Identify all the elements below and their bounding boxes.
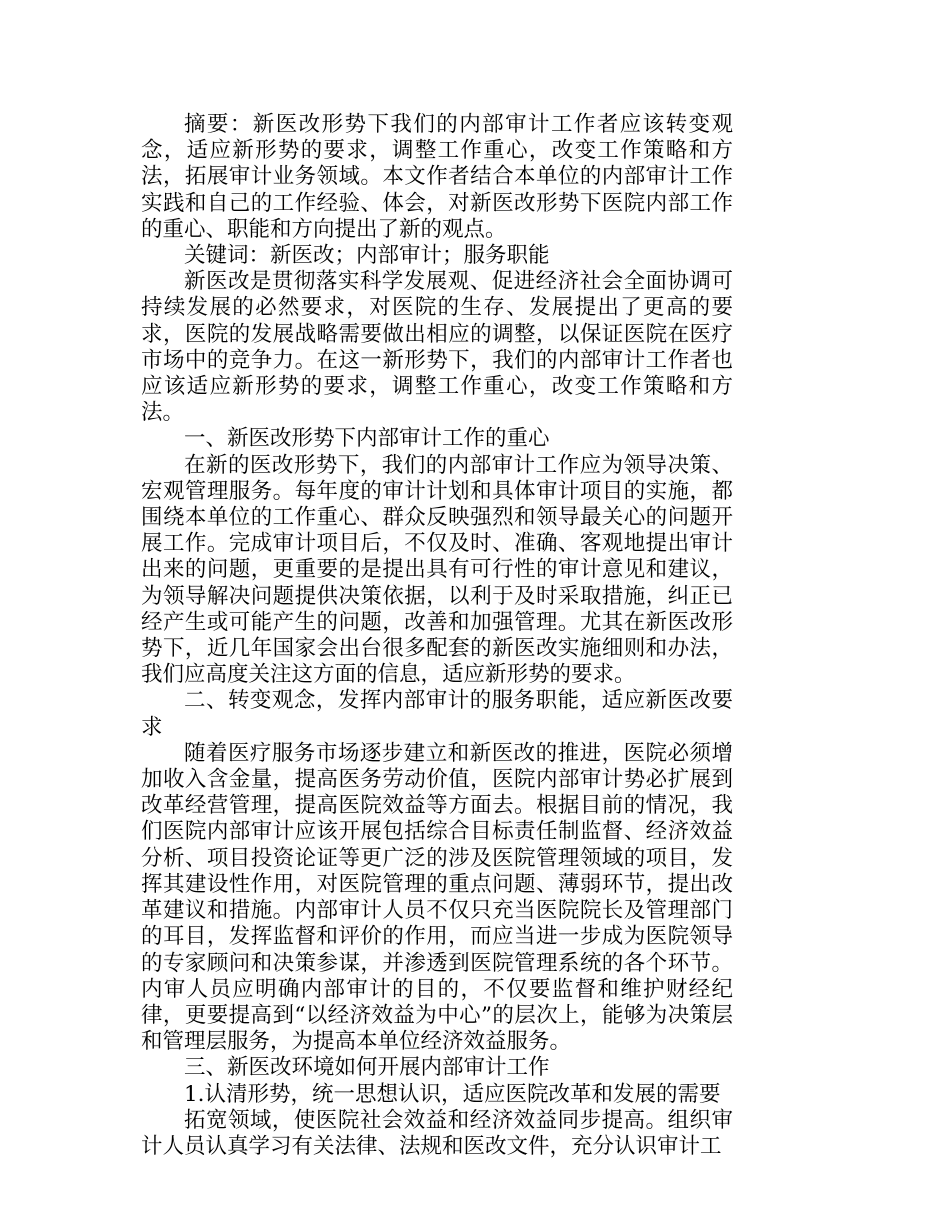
keywords-paragraph: 关键词：新医改；内部审计；服务职能 — [184, 243, 550, 269]
abstract-paragraph: 摘要：新医改形势下我们的内部审计工作者应该转变观念，适应新形势的要求，调整工作重心，改变工作策略和方法，拓展审计业务领域。本文作者结合本单位的内部审计工作实践和自己的工作经验、体会，对新医改形势下医院内部工作的重心、职能和方向提出了新的观点。 — [141, 112, 733, 242]
section-heading-2: 二、转变观念，发挥内部审计的服务职能，适应新医改要求 — [141, 688, 733, 740]
section-heading-3: 三、新医改环境如何开展内部审计工作 — [184, 1055, 550, 1081]
subsection-heading-1: 1.认清形势，统一思想认识，适应医院改革和发展的需要 — [184, 1081, 721, 1107]
section-1-paragraph: 在新的医改形势下，我们的内部审计工作应为领导决策、宏观管理服务。每年度的审计计划和具体审计项目的实施，都围绕本单位的工作重心、群众反映强烈和领导最关心的问题开展工作。完成审计项目后，不仅及时、准确、客观地提出审计出来的问题，更重要的是提出具有可行性的审计意见和建议，为领导解决问题提供决策依据，以利于及时采取措施，纠正已经产生或可能产生的问题，改善和加强管理。尤其在新医改形势下，近几年国家会出台很多配套的新医改实施细则和办法，我们应高度关注这方面的信息，适应新形势的要求。 — [141, 452, 733, 688]
intro-paragraph: 新医改是贯彻落实科学发展观、促进经济社会全面协调可持续发展的必然要求，对医院的生存、发展提出了更高的要求，医院的发展战略需要做出相应的调整，以保证医院在医疗市场中的竞争力。在这一新形势下，我们的内部审计工作者也应该适应新形势的要求，调整工作重心，改变工作策略和方法。 — [141, 269, 733, 426]
section-2-paragraph: 随着医疗服务市场逐步建立和新医改的推进，医院必须增加收入含金量，提高医务劳动价值，医院内部审计势必扩展到改革经营管理，提高医院效益等方面去。根据目前的情况，我们医院内部审计应该开展包括综合目标责任制监督、经济效益分析、项目投资论证等更广泛的涉及医院管理领域的项目，发挥其建设性作用，对医院管理的重点问题、薄弱环节，提出改革建议和措施。内部审计人员不仅只充当医院院长及管理部门的耳目，发挥监督和评价的作用，而应当进一步成为医院领导的专家顾问和决策参谋，并渗透到医院管理系统的各个环节。内审人员应明确内部审计的目的，不仅要监督和维护财经纪律，更要提高到“以经济效益为中心”的层次上，能够为决策层和管理层服务，为提高本单位经济效益服务。 — [141, 740, 733, 1055]
document-body — [141, 112, 733, 1160]
section-heading-1: 一、新医改形势下内部审计工作的重心 — [184, 426, 550, 452]
subsection-1-paragraph: 拓宽领域，使医院社会效益和经济效益同步提高。组织审计人员认真学习有关法律、法规和医改文件，充分认识审计工 — [141, 1107, 733, 1159]
